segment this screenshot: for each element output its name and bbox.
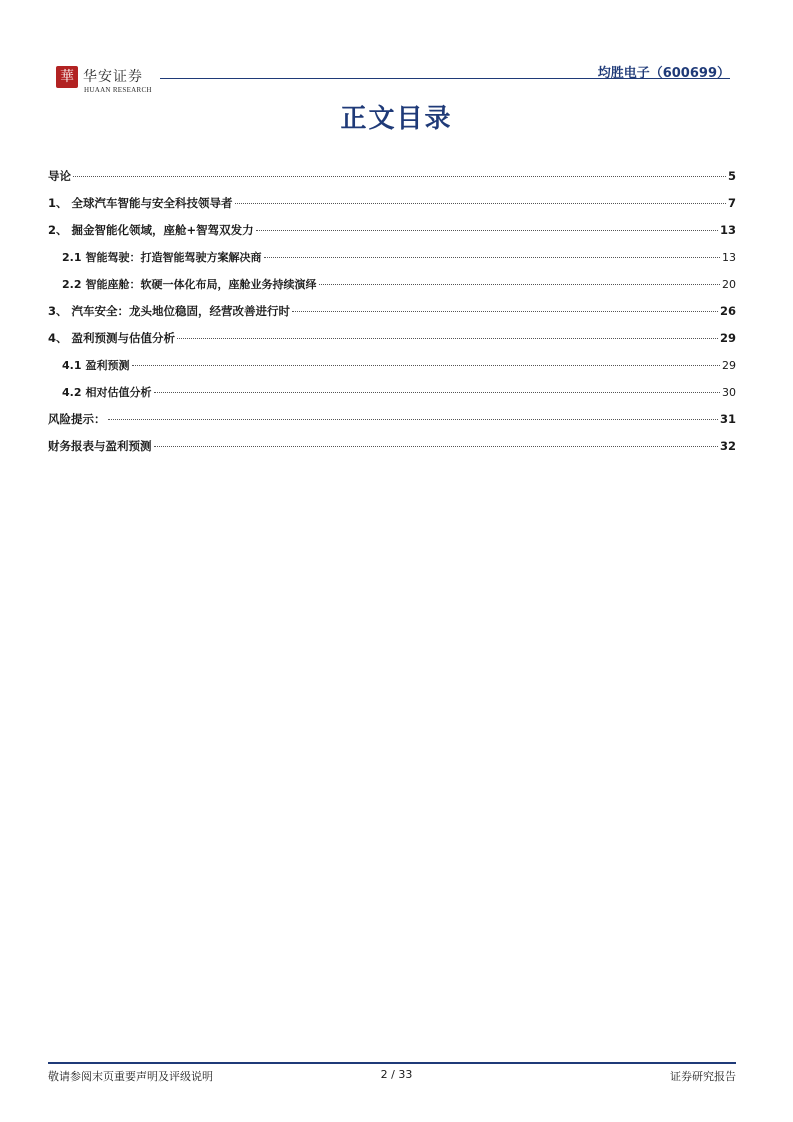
toc-dot-leader — [292, 311, 718, 312]
toc-dot-leader — [264, 257, 721, 258]
toc-entry[interactable] — [48, 222, 736, 249]
toc-entry-number: 2、 — [48, 223, 68, 237]
toc-dot-leader — [154, 392, 721, 393]
toc-entry-title: 智能驾驶：打造智能驾驶方案解决商 — [85, 251, 262, 264]
toc-entry-page: 13 — [722, 251, 736, 264]
toc-entry[interactable] — [48, 303, 736, 330]
toc-entry-title: 导论 — [48, 169, 71, 183]
toc-entry-title: 财务报表与盈利预测 — [48, 439, 152, 453]
page-number: 2 / 33 — [380, 1068, 413, 1081]
toc-entry-title: 智能座舱：软硬一体化布局，座舱业务持续演绎 — [85, 278, 317, 291]
toc-entry[interactable] — [48, 249, 736, 276]
toc-entry-number: 1、 — [48, 196, 68, 210]
toc-entry-title: 风险提示： — [48, 412, 106, 426]
toc-entry[interactable] — [48, 384, 736, 411]
toc-entry-page: 20 — [722, 278, 736, 291]
toc-dot-leader — [319, 284, 721, 285]
toc-entry-title: 汽车安全：龙头地位稳固，经营改善进行时 — [71, 304, 291, 318]
toc-entry-page: 26 — [719, 304, 736, 318]
toc-entry-number: 4.1 — [62, 359, 82, 372]
toc-entry-number: 2.1 — [62, 251, 82, 264]
toc-dot-leader — [108, 419, 718, 420]
header-company-name: 均胜电子（600699） — [597, 66, 730, 81]
toc-dot-leader — [132, 365, 721, 366]
toc-entry-page: 31 — [719, 412, 736, 426]
toc-dot-leader — [73, 176, 726, 177]
toc-entry-title: 盈利预测与估值分析 — [71, 331, 176, 345]
toc-dot-leader — [256, 230, 718, 231]
toc-entry[interactable] — [48, 357, 736, 384]
toc-entry[interactable] — [48, 438, 736, 465]
toc-entry-page: 7 — [727, 196, 736, 210]
toc-entry[interactable] — [48, 168, 736, 195]
footer-disclaimer: 敬请参阅末页重要声明及评级说明 — [48, 1070, 213, 1083]
page-title: 正文目录 — [340, 104, 453, 134]
toc-dot-leader — [154, 446, 718, 447]
toc-entry[interactable] — [48, 330, 736, 357]
toc-entry[interactable] — [48, 276, 736, 303]
toc-entry-page: 13 — [719, 223, 736, 237]
toc-entry-page: 32 — [719, 439, 736, 453]
toc-entry-number: 2.2 — [62, 278, 82, 291]
toc-entry[interactable] — [48, 195, 736, 222]
toc-entry-title: 全球汽车智能与安全科技领导者 — [71, 196, 233, 210]
logo-english-name: HUAAN RESEARCH — [84, 86, 152, 94]
table-of-contents — [48, 168, 736, 465]
toc-entry-title: 相对估值分析 — [85, 386, 152, 399]
toc-dot-leader — [177, 338, 718, 339]
toc-entry-number: 3、 — [48, 304, 68, 318]
toc-entry-title: 掘金智能化领域，座舱+智驾双发力 — [71, 223, 254, 237]
toc-entry-title: 盈利预测 — [85, 359, 130, 372]
footer-report-type: 证券研究报告 — [670, 1070, 736, 1083]
toc-entry-page: 30 — [722, 386, 736, 399]
toc-entry-page: 5 — [727, 169, 736, 183]
company-logo — [56, 66, 166, 96]
toc-entry[interactable] — [48, 411, 736, 438]
toc-entry-number: 4、 — [48, 331, 68, 345]
toc-dot-leader — [235, 203, 726, 204]
toc-entry-number: 4.2 — [62, 386, 82, 399]
toc-entry-page: 29 — [722, 359, 736, 372]
toc-entry-page: 29 — [719, 331, 736, 345]
logo-chinese-name: 华安证券 — [83, 69, 143, 85]
logo-emblem: 華 — [56, 66, 78, 88]
footer-divider — [48, 1062, 736, 1064]
